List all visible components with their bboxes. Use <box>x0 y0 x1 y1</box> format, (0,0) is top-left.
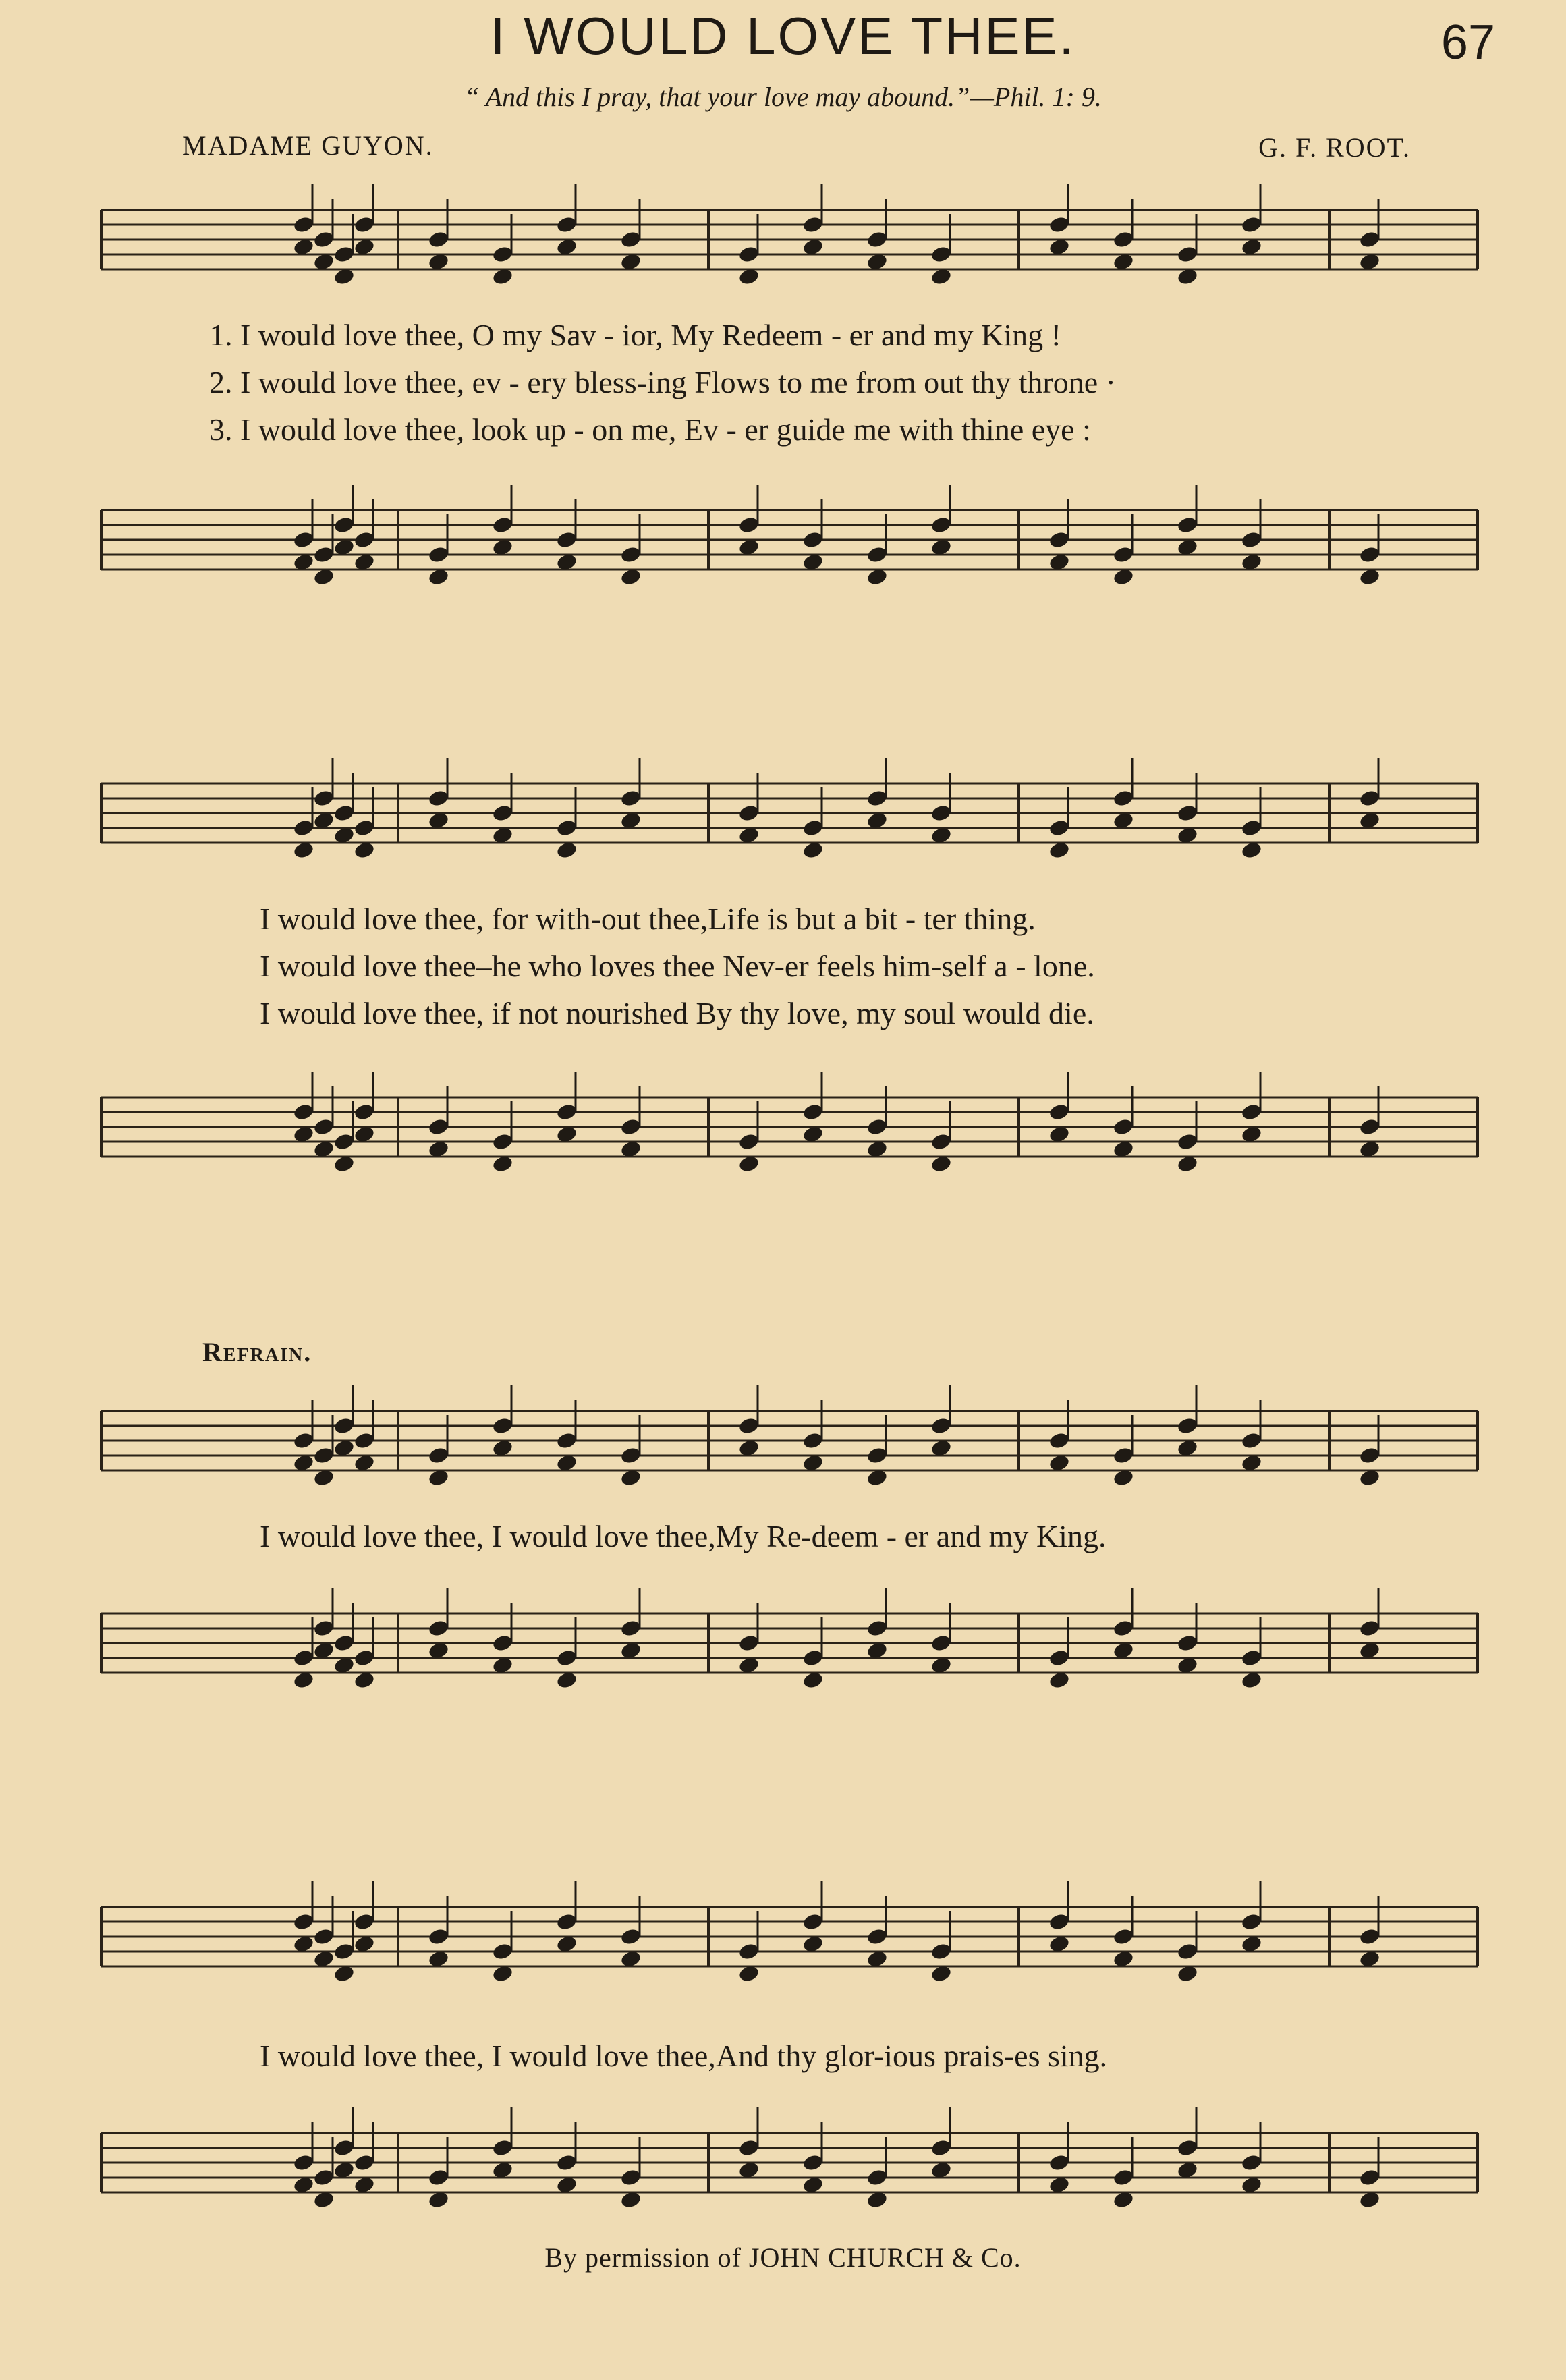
bass-staff-system-1 <box>88 472 1491 607</box>
verse-3-line-b: I would love thee, if not nourished By thy love, my soul would die. <box>260 996 1094 1030</box>
treble-staff-refrain-1 <box>88 1377 1491 1505</box>
refrain-lyric-2: I would love thee, I would love thee,And thy glor-ious prais-es sing. <box>260 2039 1108 2073</box>
verse-3-line-a: 3. I would love thee, look up - on me, Ev - er guide me with thine eye : <box>209 412 1091 447</box>
author-credit: MADAME GUYON. <box>182 130 434 161</box>
treble-staff-refrain-2 <box>88 1856 1491 2018</box>
refrain-lyric-1: I would love thee, I would love thee,My Re-deem - er and my King. <box>260 1519 1107 1553</box>
permission-footer: By permission of JOHN CHURCH & Co. <box>544 2242 1022 2273</box>
verse-2-line-a: 2. I would love thee, ev - ery bless-ing Flows to me from out thy throne · <box>209 365 1116 399</box>
treble-staff-system-2 <box>88 742 1491 884</box>
treble-staff-system-1 <box>88 182 1491 297</box>
verse-1-line-a: 1. I would love thee, O my Sav - ior, My Redeem - er and my King ! <box>209 318 1061 352</box>
composer-credit: G. F. ROOT. <box>1258 132 1411 163</box>
page-number: 67 <box>1441 16 1495 70</box>
verse-1-line-b: I would love thee, for with-out thee,Life is but a bit - ter thing. <box>260 902 1036 936</box>
bass-staff-system-2 <box>88 1059 1491 1194</box>
verse-2-line-b: I would love thee–he who loves thee Nev-er feels him-self a - lone. <box>260 949 1095 983</box>
bass-staff-refrain-2 <box>88 2092 1491 2234</box>
bass-staff-refrain-1 <box>88 1572 1491 1714</box>
epigraph: “ And this I pray, that your love may abound.”—Phil. 1: 9. <box>464 82 1102 112</box>
refrain-label: Refrain. <box>202 1337 312 1367</box>
hymn-title: I WOULD LOVE THEE. <box>490 6 1076 65</box>
